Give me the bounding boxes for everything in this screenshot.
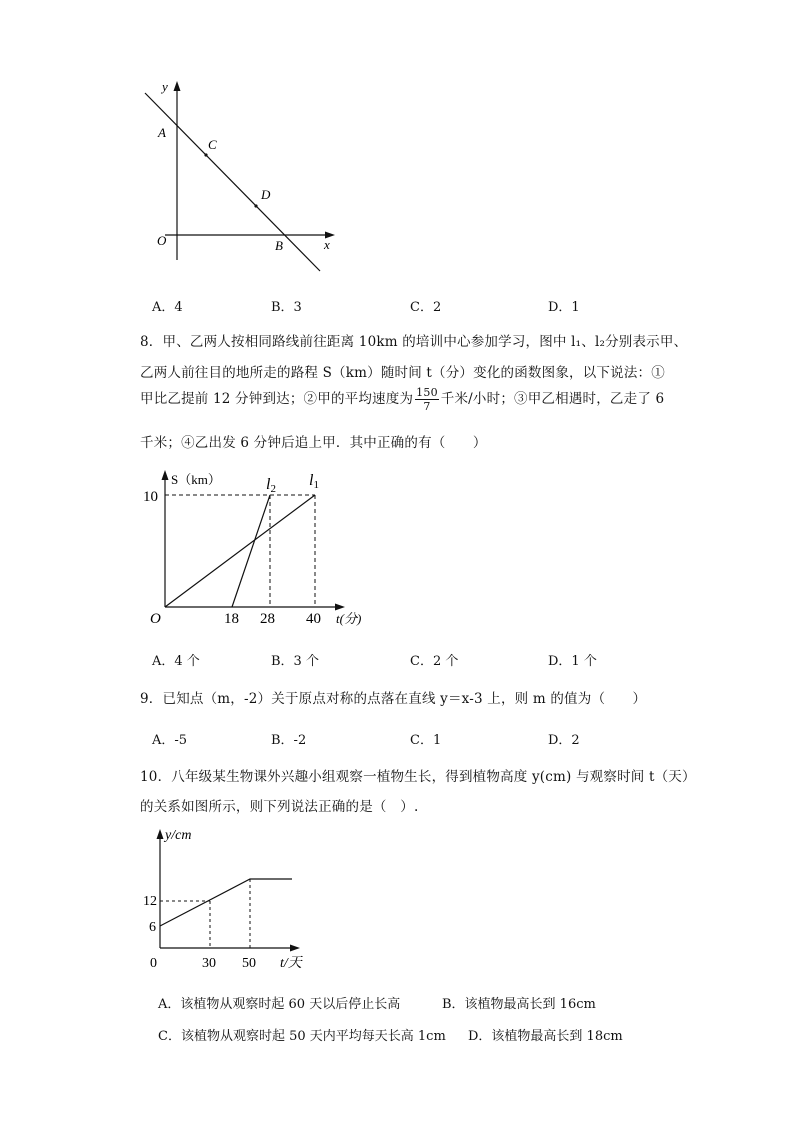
q8-line-3-b: 千米/小时；③甲乙相遇时，乙走了 6 xyxy=(440,391,665,407)
q8-line-4: 千米；④乙出发 6 分钟后追上甲．其中正确的有（ ） xyxy=(140,435,487,451)
q7-graph xyxy=(130,75,350,275)
q10-xlabel: t/天 xyxy=(280,956,302,971)
q9-option-c: C．1 xyxy=(410,733,442,748)
q7-y-arrow-icon xyxy=(174,81,181,91)
q10-y12: 12 xyxy=(143,894,157,909)
q7-option-c: C．2 xyxy=(410,300,442,315)
q7-label-d: D xyxy=(261,187,271,202)
q10-y6: 6 xyxy=(149,920,156,935)
q9-option-d: D．2 xyxy=(548,733,580,748)
q10-origin: 0 xyxy=(150,956,157,971)
q8-line-3 xyxy=(140,386,664,413)
q10-y-arrow-icon xyxy=(157,829,164,839)
q7-label-c: C xyxy=(208,137,217,152)
q10-option-a: A．该植物从观察时起 60 天以后停止长高 xyxy=(158,997,401,1012)
q10-option-c: C．该植物从观察时起 50 天内平均每天长高 1cm xyxy=(158,1029,446,1044)
q7-line-ab xyxy=(145,93,320,271)
q7-point-c-dot xyxy=(204,153,207,156)
q9-text: 9．已知点（m，-2）关于原点对称的点落在直线 y＝x-3 上，则 m 的值为（ ） xyxy=(140,691,647,707)
q10-x30: 30 xyxy=(202,956,216,971)
q7-label-b: B xyxy=(275,238,283,253)
q8-x-arrow-icon xyxy=(335,604,345,611)
q7-option-d: D．1 xyxy=(548,300,580,315)
q8-line-2: 乙两人前往目的地所走的路程 S（km）随时间 t（分）变化的函数图象，以下说法：① xyxy=(140,365,665,381)
q8-label-l2: l2 xyxy=(266,476,276,495)
q8-option-d: D．1 个 xyxy=(548,654,597,669)
q8-line-l1 xyxy=(165,495,315,607)
q10-ylabel: y/cm xyxy=(165,828,192,843)
q8-graph xyxy=(140,465,390,630)
q8-y10: 10 xyxy=(143,489,158,505)
q10-growth-line xyxy=(160,879,292,926)
q8-option-c: C．2 个 xyxy=(410,654,459,669)
q8-x18: 18 xyxy=(224,611,239,627)
q7-label-o: O xyxy=(157,233,167,248)
q8-line-3-a: 甲比乙提前 12 分钟到达；②甲的平均速度为 xyxy=(140,391,414,407)
q8-option-a: A．4 个 xyxy=(152,654,200,669)
q7-label-x: x xyxy=(324,237,330,252)
q10-line-2: 的关系如图所示，则下列说法正确的是（ ）. xyxy=(140,799,419,815)
q10-x50: 50 xyxy=(242,956,256,971)
q7-point-d-dot xyxy=(254,204,257,207)
q9-option-b: B．-2 xyxy=(271,733,307,748)
q8-line-l2 xyxy=(232,495,270,607)
q8-origin: O xyxy=(150,611,161,627)
q7-option-a: A．4 xyxy=(152,300,183,315)
q8-xlabel: t(分) xyxy=(336,611,362,626)
q10-graph xyxy=(140,823,330,973)
q10-option-b: B．该植物最高长到 16cm xyxy=(442,997,596,1012)
q7-label-a: A xyxy=(158,125,166,140)
q8-x28: 28 xyxy=(260,611,275,627)
q7-label-y: y xyxy=(162,79,168,94)
q8-fraction-den: 7 xyxy=(423,400,431,413)
q8-ylabel: S（km） xyxy=(171,472,221,487)
q10-x-arrow-icon xyxy=(290,945,300,952)
q8-label-l1: l1 xyxy=(309,472,319,491)
q10-option-d: D．该植物最高长到 18cm xyxy=(468,1029,623,1044)
q8-y-arrow-icon xyxy=(162,470,169,480)
q10-line-1: 10．八年级某生物课外兴趣小组观察一植物生长，得到植物高度 y(cm) 与观察时间 t（天） xyxy=(140,769,696,785)
q9-option-a: A．-5 xyxy=(152,733,188,748)
q8-option-b: B．3 个 xyxy=(271,654,319,669)
q8-fraction xyxy=(415,386,439,413)
q8-x40: 40 xyxy=(306,611,321,627)
q8-fraction-num: 150 xyxy=(416,386,438,399)
q8-line-1: 8．甲、乙两人按相同路线前往距离 10km 的培训中心参加学习，图中 l₁、l₂分别表示甲、 xyxy=(140,334,688,350)
q7-option-b: B．3 xyxy=(271,300,302,315)
